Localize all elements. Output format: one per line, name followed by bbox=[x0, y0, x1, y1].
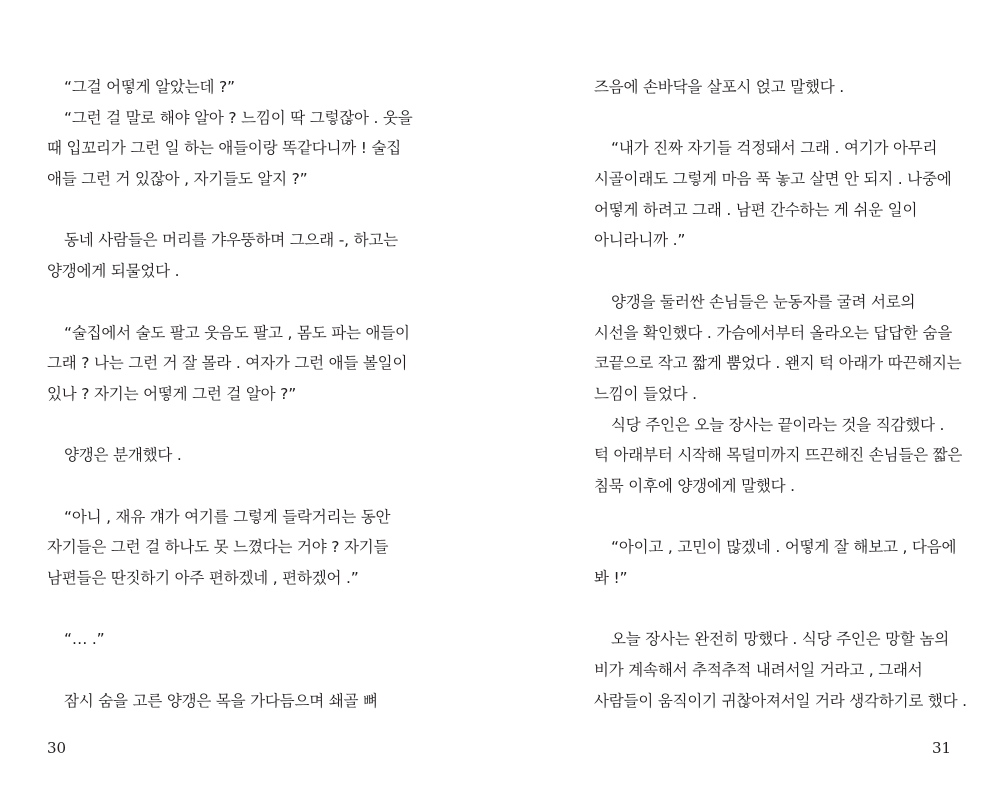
page-number: 31 bbox=[932, 739, 952, 757]
page-number: 30 bbox=[47, 739, 67, 757]
text-line: 어떻게 하려고 그래 . 남편 간수하는 게 쉬운 일이 bbox=[594, 200, 918, 219]
text-line: 사람들이 움직이기 귀찮아져서일 거라 생각하기로 했다 . bbox=[594, 691, 967, 710]
text-line: “그런 걸 말로 해야 알아 ? 느낌이 딱 그렇잖아 . 웃을 bbox=[64, 108, 413, 127]
blank-line bbox=[594, 256, 959, 287]
text-line: 침묵 이후에 양갱에게 말했다 . bbox=[594, 476, 795, 495]
text-line: “내가 진짜 자기들 걱정돼서 그래 . 여기가 아무리 bbox=[611, 139, 938, 158]
blank-line bbox=[47, 594, 407, 625]
blank-line bbox=[47, 287, 407, 318]
left-page-text bbox=[47, 72, 413, 716]
text-line: 애들 그런 거 있잖아 , 자기들도 알지 ?” bbox=[47, 170, 308, 189]
blank-line bbox=[47, 471, 407, 502]
text-line: 시선을 확인했다 . 가슴에서부터 올라오는 답답한 숨을 bbox=[594, 323, 953, 342]
blank-line bbox=[594, 502, 959, 533]
blank-line bbox=[47, 410, 407, 441]
text-line: 자기들은 그런 걸 하나도 못 느꼈다는 거야 ? 자기들 bbox=[47, 538, 389, 557]
text-line: 즈음에 손바닥을 살포시 얹고 말했다 . bbox=[594, 78, 844, 96]
text-line: 코끝으로 작고 짧게 뿜었다 . 왠지 턱 아래가 따끈해지는 bbox=[594, 354, 962, 373]
text-line: 봐 !” bbox=[594, 569, 628, 587]
text-line: 양갱을 둘러싼 손님들은 눈동자를 굴려 서로의 bbox=[611, 292, 916, 311]
right-page bbox=[500, 0, 1000, 809]
text-line: 식당 주인은 오늘 장사는 끝이라는 것을 직감했다 . bbox=[611, 415, 945, 434]
text-line: “그걸 어떻게 알았는데 ?” bbox=[64, 78, 235, 96]
right-page-text bbox=[594, 72, 967, 716]
text-line: 잠시 숨을 고른 양갱은 목을 가다듬으며 쇄골 뼈 bbox=[64, 691, 378, 710]
text-line: “아니 , 재유 걔가 여기를 그렇게 들락거리는 동안 bbox=[64, 507, 391, 526]
text-line: “아이고 , 고민이 많겠네 . 어떻게 잘 해보고 , 다음에 bbox=[611, 538, 957, 557]
text-line: 오늘 장사는 완전히 망했다 . 식당 주인은 망할 놈의 bbox=[611, 630, 950, 649]
blank-line bbox=[594, 103, 959, 134]
text-line: 있나 ? 자기는 어떻게 그런 걸 알아 ?” bbox=[47, 384, 297, 403]
text-line: 시골이래도 그렇게 마음 푹 놓고 살면 안 되지 . 나중에 bbox=[594, 170, 952, 189]
text-line: 동네 사람들은 머리를 갸우뚱하며 그으래 -, 하고는 bbox=[64, 231, 398, 250]
blank-line bbox=[594, 594, 959, 625]
blank-line bbox=[47, 195, 407, 226]
text-line: 아니라니까 .” bbox=[594, 231, 686, 250]
text-line: 비가 계속해서 추적추적 내려서일 거라고 , 그래서 bbox=[594, 661, 923, 680]
text-line: 그래 ? 나는 그런 거 잘 몰라 . 여자가 그런 애들 볼일이 bbox=[47, 354, 408, 373]
text-line: 남편들은 딴짓하기 아주 편하겠네 , 편하겠어 .” bbox=[47, 569, 359, 587]
text-line: 턱 아래부터 시작해 목덜미까지 뜨끈해진 손님들은 짧은 bbox=[594, 446, 963, 465]
text-line: “술집에서 술도 팔고 웃음도 팔고 , 몸도 파는 애들이 bbox=[64, 323, 410, 342]
text-line: 느낌이 들었다 . bbox=[594, 384, 697, 403]
text-line: 양갱은 분개했다 . bbox=[64, 446, 182, 465]
text-line: 양갱에게 되물었다 . bbox=[47, 262, 180, 281]
text-line: “… .” bbox=[64, 630, 105, 649]
text-line: 때 입꼬리가 그런 일 하는 애들이랑 똑같다니까 ! 술집 bbox=[47, 139, 402, 158]
blank-line bbox=[47, 655, 407, 686]
